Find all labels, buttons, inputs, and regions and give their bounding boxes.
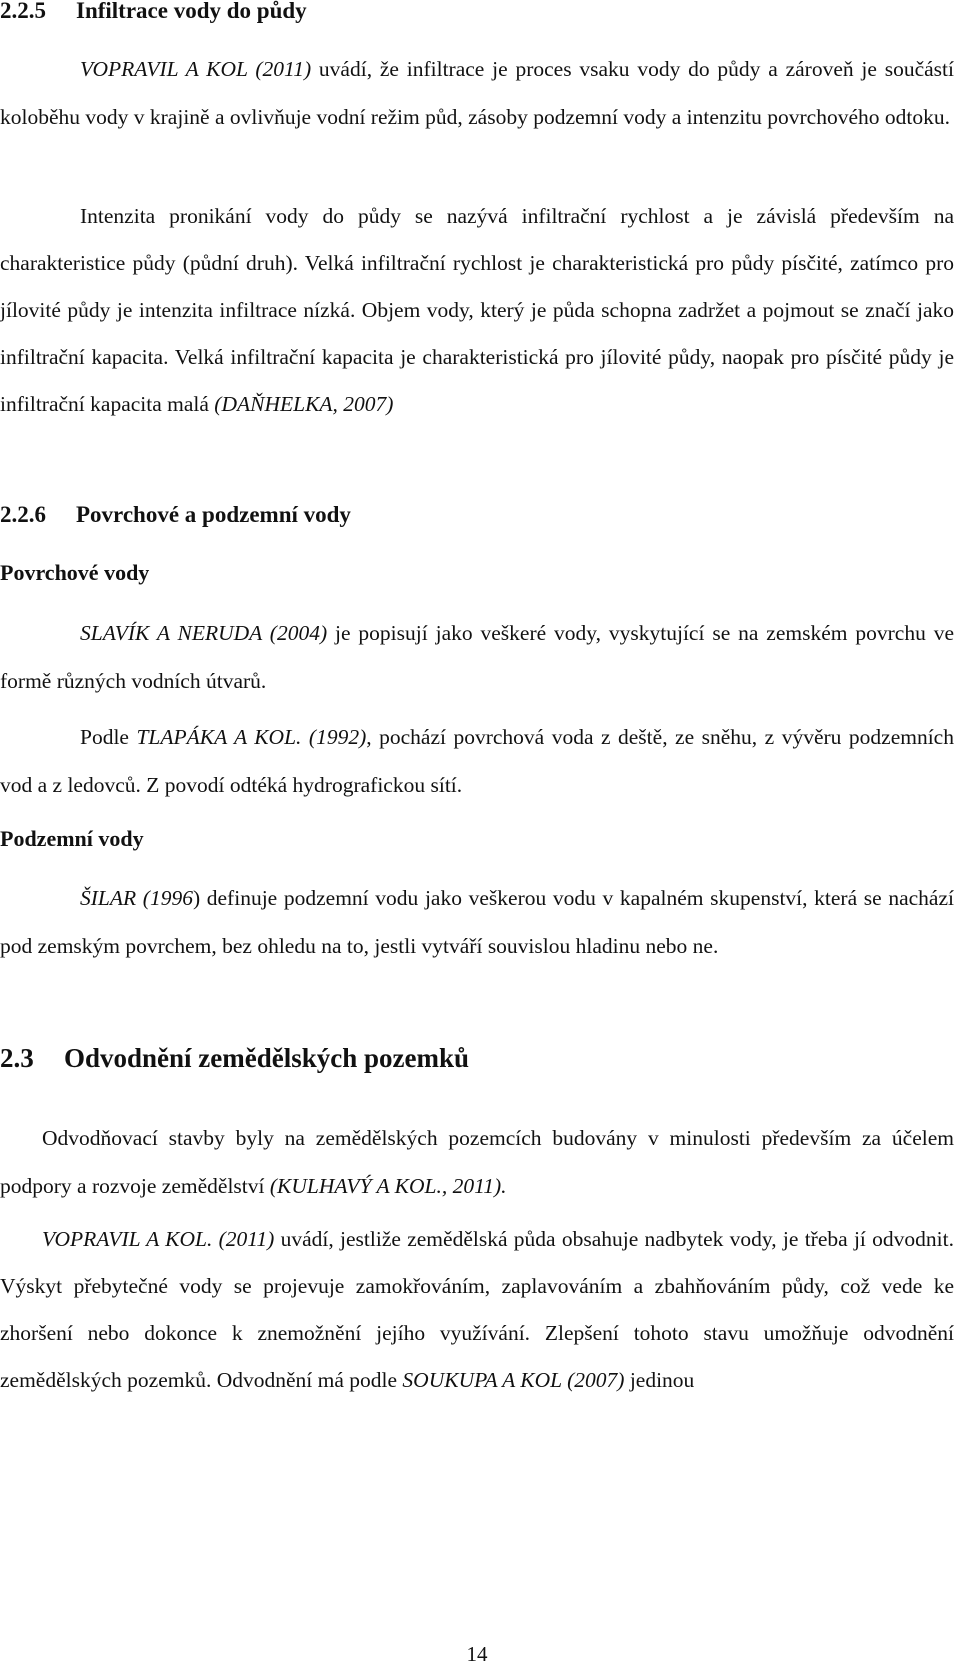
subheading-povrchove-vody: Povrchové vody	[0, 560, 150, 585]
paragraph-povrchove-puvod: Podle TLAPÁKA A KOL. (1992), pochází povrchová voda z deště, ze sněhu, z vývěru podzemních vod a z ledovců. Z povodí odtéká hydrografickou sítí.	[0, 725, 954, 797]
citation: VOPRAVIL A KOL. (2011)	[42, 1227, 275, 1251]
heading-2-2-5: 2.2.5 Infiltrace vody do půdy	[0, 0, 307, 23]
heading-2-3: 2.3 Odvodnění zemědělských pozemků	[0, 1043, 470, 1073]
paragraph-podzemni-definice: ŠILAR (1996) definuje podzemní vodu jako veškerou vodu v kapalném skupenství, která se nachází pod zemským povrchem, bez ohledu na to, jestli vytváří souvislou hladinu nebo ne.	[0, 886, 954, 958]
subheading-podzemni-vody: Podzemní vody	[0, 826, 144, 851]
paragraph-odvodneni-duvody: VOPRAVIL A KOL. (2011) uvádí, jestliže zemědělská půda obsahuje nadbytek vody, je třeba jí odvodnit. Výskyt přebytečné vody se projevuje zamokřováním, zaplavováním a zbahňováním půdy, což vede ke zhoršení nebo dokonce k znemožnění jejího využívání. Zlepšení tohoto stavu umožňuje odvodnění zemědělských pozemků. Odvodnění má podle SOUKUPA A KOL (2007) jedinou	[0, 1227, 954, 1392]
citation: (KULHAVÝ A KOL., 2011).	[269, 1174, 507, 1198]
heading-2-2-6: 2.2.6 Povrchové a podzemní vody	[0, 502, 351, 527]
citation: SOUKUPA A KOL (2007)	[402, 1368, 625, 1392]
paragraph-odvodnovaci-stavby: Odvodňovací stavby byly na zemědělských pozemcích budovány v minulosti především za účelem podpory a rozvoje zemědělství (KULHAVÝ A KOL., 2011).	[0, 1126, 954, 1198]
citation: TLAPÁKA A KOL. (1992)	[136, 725, 367, 749]
citation: ŠILAR (1996	[80, 886, 193, 910]
citation: VOPRAVIL A KOL (2011)	[80, 57, 312, 81]
paragraph-infiltrace-definition: VOPRAVIL A KOL (2011) uvádí, že infiltrace je proces vsaku vody do půdy a zároveň je součástí koloběhu vody v krajině a ovlivňuje vodní režim půd, zásoby podzemní vody a intenzitu povrchového odtoku.	[0, 57, 954, 129]
paragraph-infiltrace-rychlost: Intenzita pronikání vody do půdy se nazývá infiltrační rychlost a je závislá především na charakteristice půdy (půdní druh). Velká infiltrační rychlost je charakteristická pro půdy písčité, zatímco pro jílovité půdy je intenzita infiltrace nízká. Objem vody, který je půda schopna zadržet a pojmout se značí jako infiltrační kapacita. Velká infiltrační kapacita je charakteristická pro jílovité půdy, naopak pro písčité půdy je infiltrační kapacita malá (DAŇHELKA, 2007)	[0, 204, 954, 416]
page-number: 14	[466, 1642, 488, 1666]
citation: SLAVÍK A NERUDA (2004)	[80, 621, 328, 645]
citation: (DAŇHELKA, 2007)	[214, 392, 394, 416]
paragraph-povrchove-definice: SLAVÍK A NERUDA (2004) je popisují jako veškeré vody, vyskytující se na zemském povrchu ve formě různých vodních útvarů.	[0, 621, 954, 693]
